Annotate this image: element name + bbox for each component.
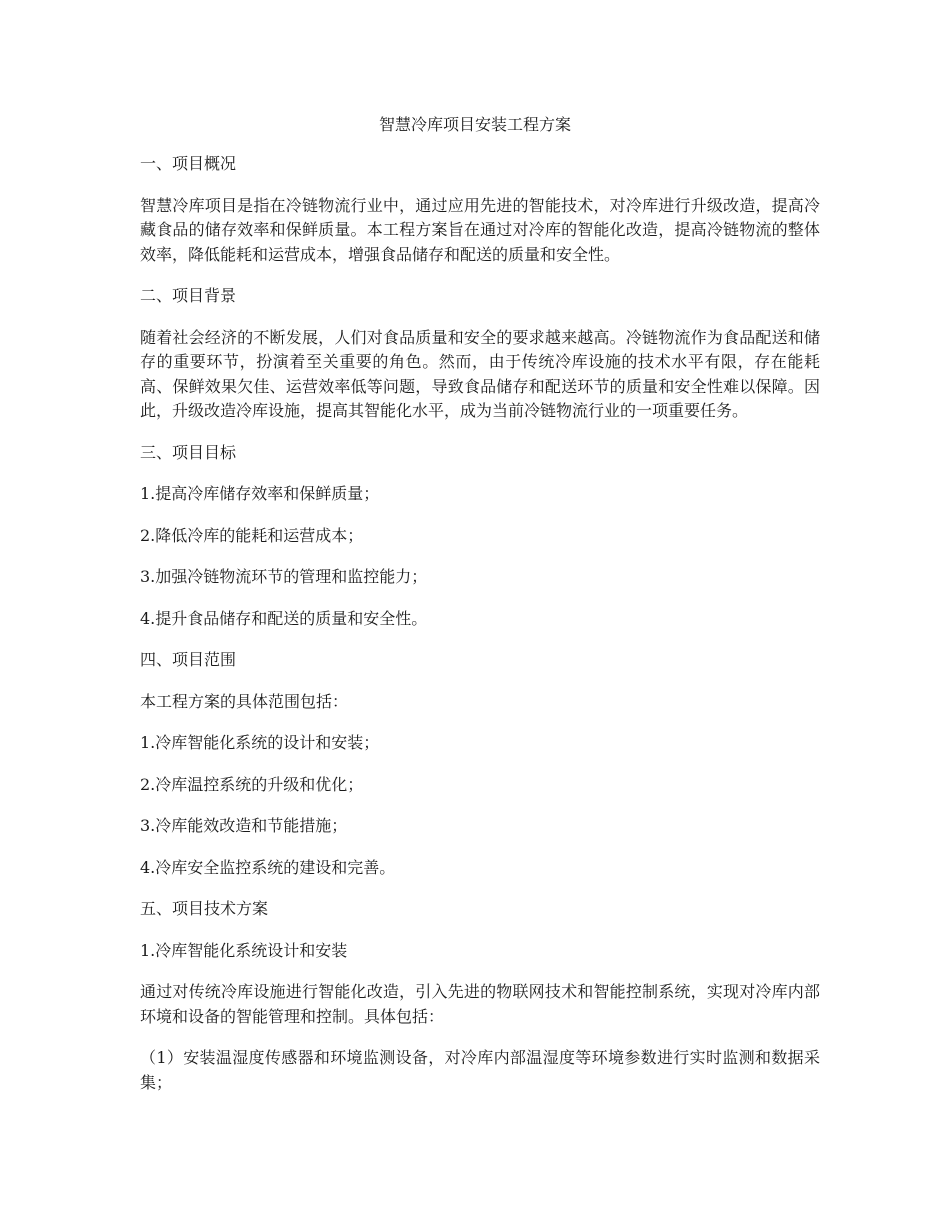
section-heading-goals: 三、项目目标 xyxy=(140,442,237,462)
document-body xyxy=(140,152,820,1112)
overview-paragraph: 智慧冷库项目是指在冷链物流行业中，通过应用先进的智能技术，对冷库进行升级改造，提高冷藏食品的储存效率和保鲜质量。本工程方案旨在通过对冷库的智能化改造，提高冷链物流的整体效率，降低能耗和运营成本，增强食品储存和配送的质量和安全性。 xyxy=(140,195,820,264)
scope-item: 1.冷库智能化系统的设计和安装； xyxy=(140,733,380,752)
document-title: 智慧冷库项目安装工程方案 xyxy=(378,115,571,134)
technical-subheading: 1.冷库智能化系统设计和安装 xyxy=(140,940,348,960)
scope-item: 4.冷库安全监控系统的建设和完善。 xyxy=(140,857,396,877)
section-heading-overview: 一、项目概况 xyxy=(140,154,237,173)
section-heading-technical: 五、项目技术方案 xyxy=(140,899,269,918)
goal-item: 2.降低冷库的能耗和运营成本； xyxy=(140,525,364,545)
technical-paragraph: 通过对传统冷库设施进行智能化改造，引入先进的物联网技术和智能控制系统，实现对冷库内部环境和设备的智能管理和控制。具体包括： xyxy=(140,982,820,1026)
goal-item: 3.加强冷链物流环节的管理和监控能力； xyxy=(140,567,428,586)
section-heading-background: 二、项目背景 xyxy=(140,286,237,305)
scope-item: 3.冷库能效改造和节能措施； xyxy=(140,816,348,835)
background-paragraph: 随着社会经济的不断发展，人们对食品质量和安全的要求越来越高。冷链物流作为食品配送和储存的重要环节，扮演着至关重要的角色。然而，由于传统冷库设施的技术水平有限，存在能耗高、保鲜效果欠佳、运营效率低等问题，导致食品储存和配送环节的质量和安全性难以保障。因此，升级改造冷库设施，提高其智能化水平，成为当前冷链物流行业的一项重要任务。 xyxy=(140,327,820,420)
scope-intro: 本工程方案的具体范围包括： xyxy=(140,691,349,711)
section-heading-scope: 四、项目范围 xyxy=(140,650,237,669)
scope-item: 2.冷库温控系统的升级和优化； xyxy=(140,774,364,794)
technical-item: （1）安装温湿度传感器和环境监测设备，对冷库内部温湿度等环境参数进行实时监测和数据采集； xyxy=(140,1048,820,1092)
goal-item: 4.提升食品储存和配送的质量和安全性。 xyxy=(140,608,428,628)
goal-item: 1.提高冷库储存效率和保鲜质量； xyxy=(140,484,380,503)
